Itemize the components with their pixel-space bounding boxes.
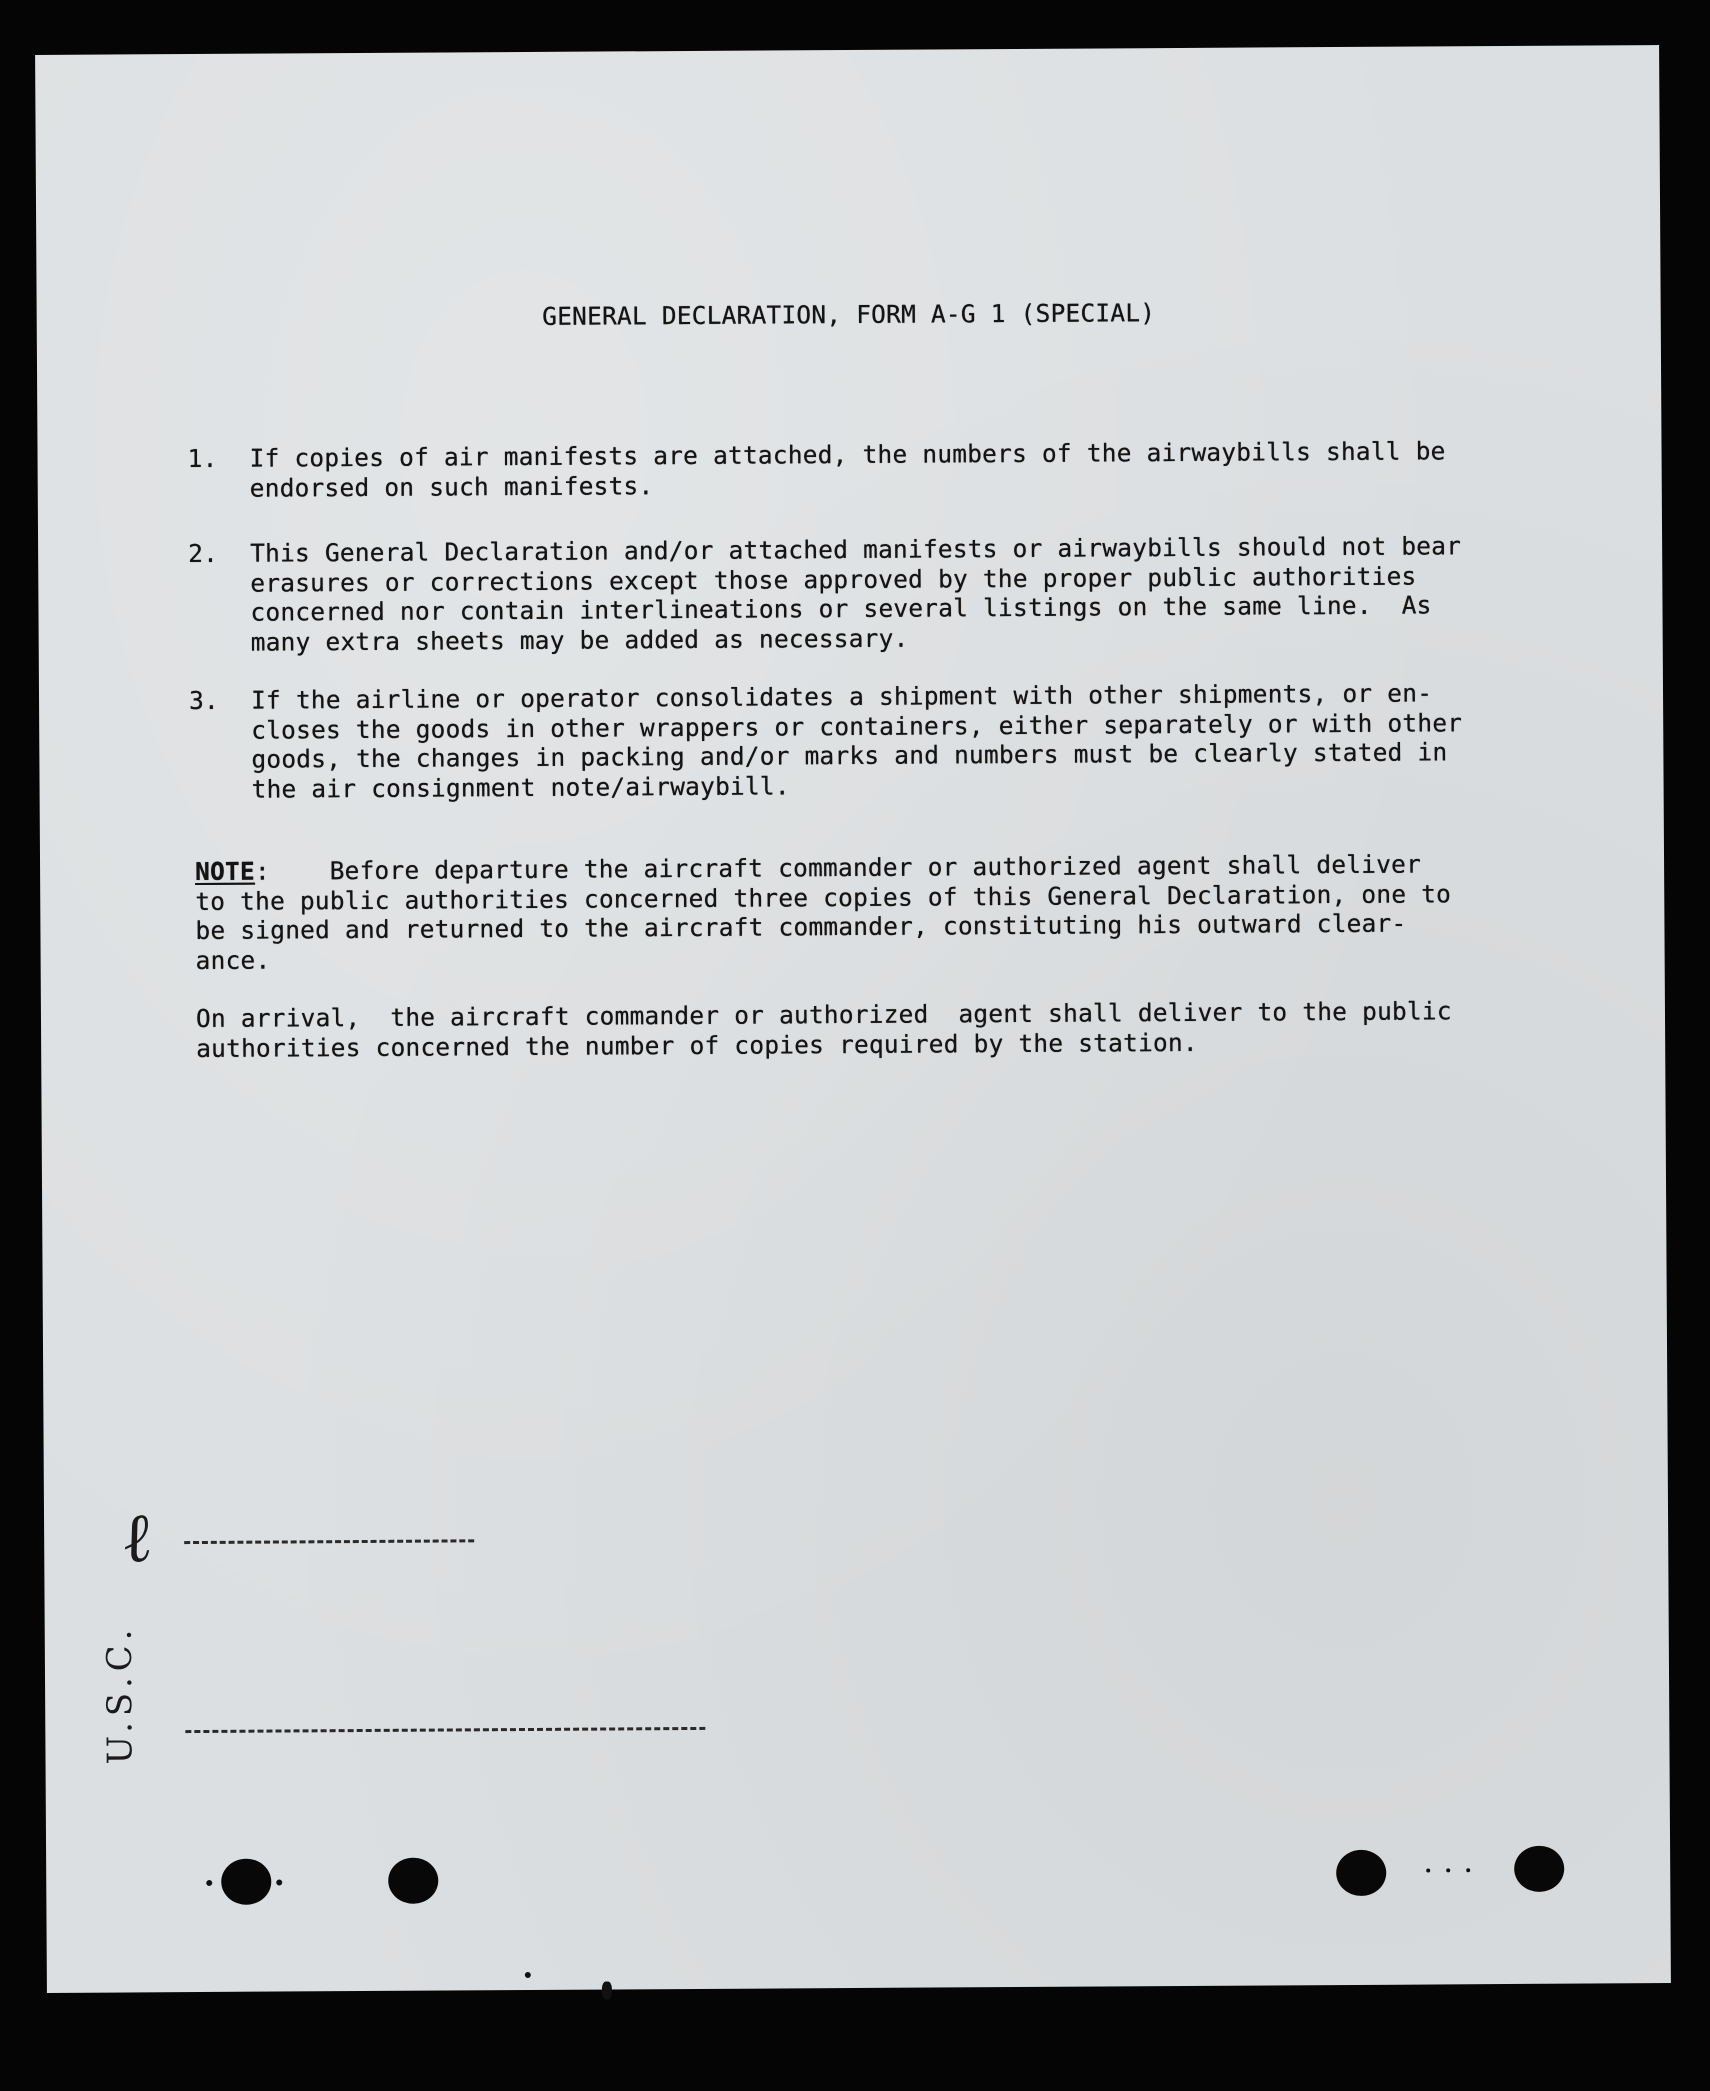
speck	[206, 1880, 212, 1886]
punch-hole	[388, 1858, 438, 1904]
note-label: NOTE	[194, 856, 255, 887]
item-number: 2.	[188, 538, 219, 569]
list-item-3	[188, 678, 1549, 804]
speck	[1466, 1868, 1470, 1872]
note-line: ance.	[195, 945, 271, 975]
handwritten-dash-line	[184, 1539, 474, 1544]
handwritten-mark: ℓ	[116, 1497, 157, 1581]
item-line: erasures or corrections except those approved by the proper public authorities	[250, 561, 1417, 598]
punch-hole	[1514, 1846, 1564, 1892]
item-line: many extra sheets may be added as necessary.	[250, 623, 909, 657]
item-line: goods, the changes in packing and/or marks and numbers must be clearly stated in	[251, 737, 1448, 774]
note-first-line-text: : Before departure the aircraft commander or authorized agent shall deliver	[254, 849, 1422, 886]
item-line: endorsed on such manifests.	[249, 470, 654, 503]
note-line: be signed and returned to the aircraft commander, constituting his outward clear-	[195, 908, 1407, 946]
item-text	[251, 678, 1552, 804]
note-paragraph	[195, 849, 1556, 975]
list-item-2	[188, 531, 1548, 657]
speck	[602, 1981, 612, 1999]
item-number: 1.	[187, 443, 218, 474]
arrival-line: On arrival, the aircraft commander or authorized agent shall deliver to the public	[195, 996, 1452, 1034]
item-number: 3.	[188, 685, 220, 716]
item-text	[249, 436, 1549, 503]
item-line: This General Declaration and/or attached manifests or airwaybills should not bear	[250, 531, 1462, 568]
item-line: concerned nor contain interlineations or several listings on the same line. As	[250, 590, 1432, 627]
document-title: GENERAL DECLARATION, FORM A-G 1 (SPECIAL)	[542, 298, 1156, 331]
item-line: the air consignment note/airwaybill.	[251, 770, 790, 804]
speck	[276, 1880, 282, 1886]
document-page	[35, 45, 1671, 1993]
list-item-1	[187, 436, 1547, 503]
arrival-line: authorities concerned the number of copies required by the station.	[196, 1027, 1198, 1063]
speck	[525, 1972, 531, 1978]
handwritten-initials: U.S.C.	[99, 1623, 141, 1765]
item-line: closes the goods in other wrappers or containers, either separately or with other	[251, 707, 1463, 745]
punch-hole	[221, 1859, 271, 1905]
speck	[1426, 1868, 1430, 1872]
punch-hole	[1336, 1850, 1386, 1896]
arrival-paragraph	[196, 996, 1556, 1063]
handwritten-dash-line	[185, 1727, 705, 1733]
item-line: If copies of air manifests are attached, the numbers of the airwaybills shall be	[249, 436, 1446, 473]
item-text	[250, 531, 1551, 657]
note-line: to the public authorities concerned three copies of this General Declaration, one to	[195, 878, 1452, 916]
speck	[1446, 1868, 1450, 1872]
item-line: If the airline or operator consolidates a shipment with other shipments, or en-	[250, 678, 1433, 715]
